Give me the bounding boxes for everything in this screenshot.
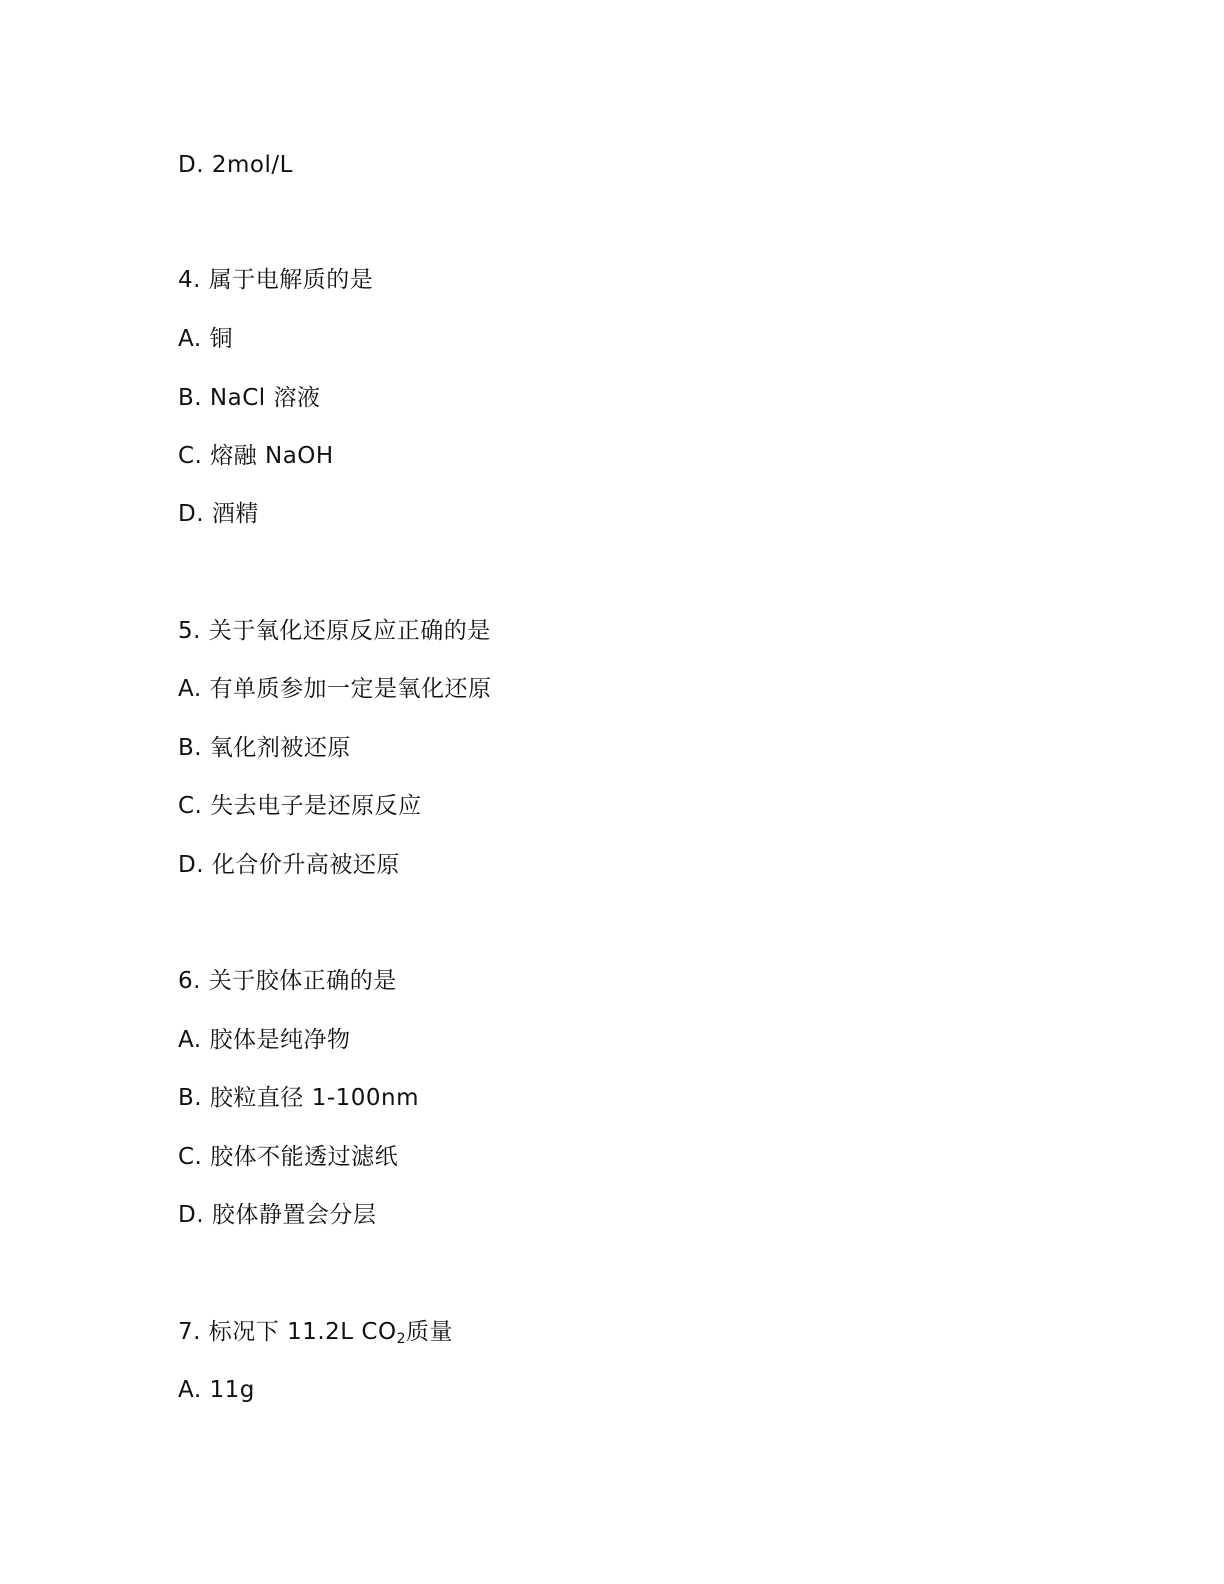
q7-question-suffix: 质量 xyxy=(406,1319,453,1345)
q7-option-a: A. 11g xyxy=(178,1377,255,1403)
q6-option-a: A. 胶体是纯净物 xyxy=(178,1027,351,1053)
q3-option-d: D. 2mol/L xyxy=(178,152,293,178)
q5-option-c: C. 失去电子是还原反应 xyxy=(178,793,422,819)
q5-option-a: A. 有单质参加一定是氧化还原 xyxy=(178,676,492,702)
q6-option-d: D. 胶体静置会分层 xyxy=(178,1202,377,1228)
q4-option-a: A. 铜 xyxy=(178,326,233,352)
q4-question: 4. 属于电解质的是 xyxy=(178,267,374,293)
q7-question-subscript: 2 xyxy=(396,1331,406,1347)
q7-question-prefix: 7. 标况下 11.2L CO xyxy=(178,1319,397,1345)
q4-option-d: D. 酒精 xyxy=(178,501,259,527)
q6-question: 6. 关于胶体正确的是 xyxy=(178,968,397,994)
q4-option-b: B. NaCl 溶液 xyxy=(178,385,321,411)
q5-option-b: B. 氧化剂被还原 xyxy=(178,735,351,761)
q5-option-d: D. 化合价升高被还原 xyxy=(178,852,400,878)
q5-question: 5. 关于氧化还原反应正确的是 xyxy=(178,618,491,644)
q6-option-b: B. 胶粒直径 1-100nm xyxy=(178,1085,420,1111)
q6-option-c: C. 胶体不能透过滤纸 xyxy=(178,1144,399,1170)
q7-question xyxy=(178,1315,453,1349)
q4-option-c: C. 熔融 NaOH xyxy=(178,443,334,469)
